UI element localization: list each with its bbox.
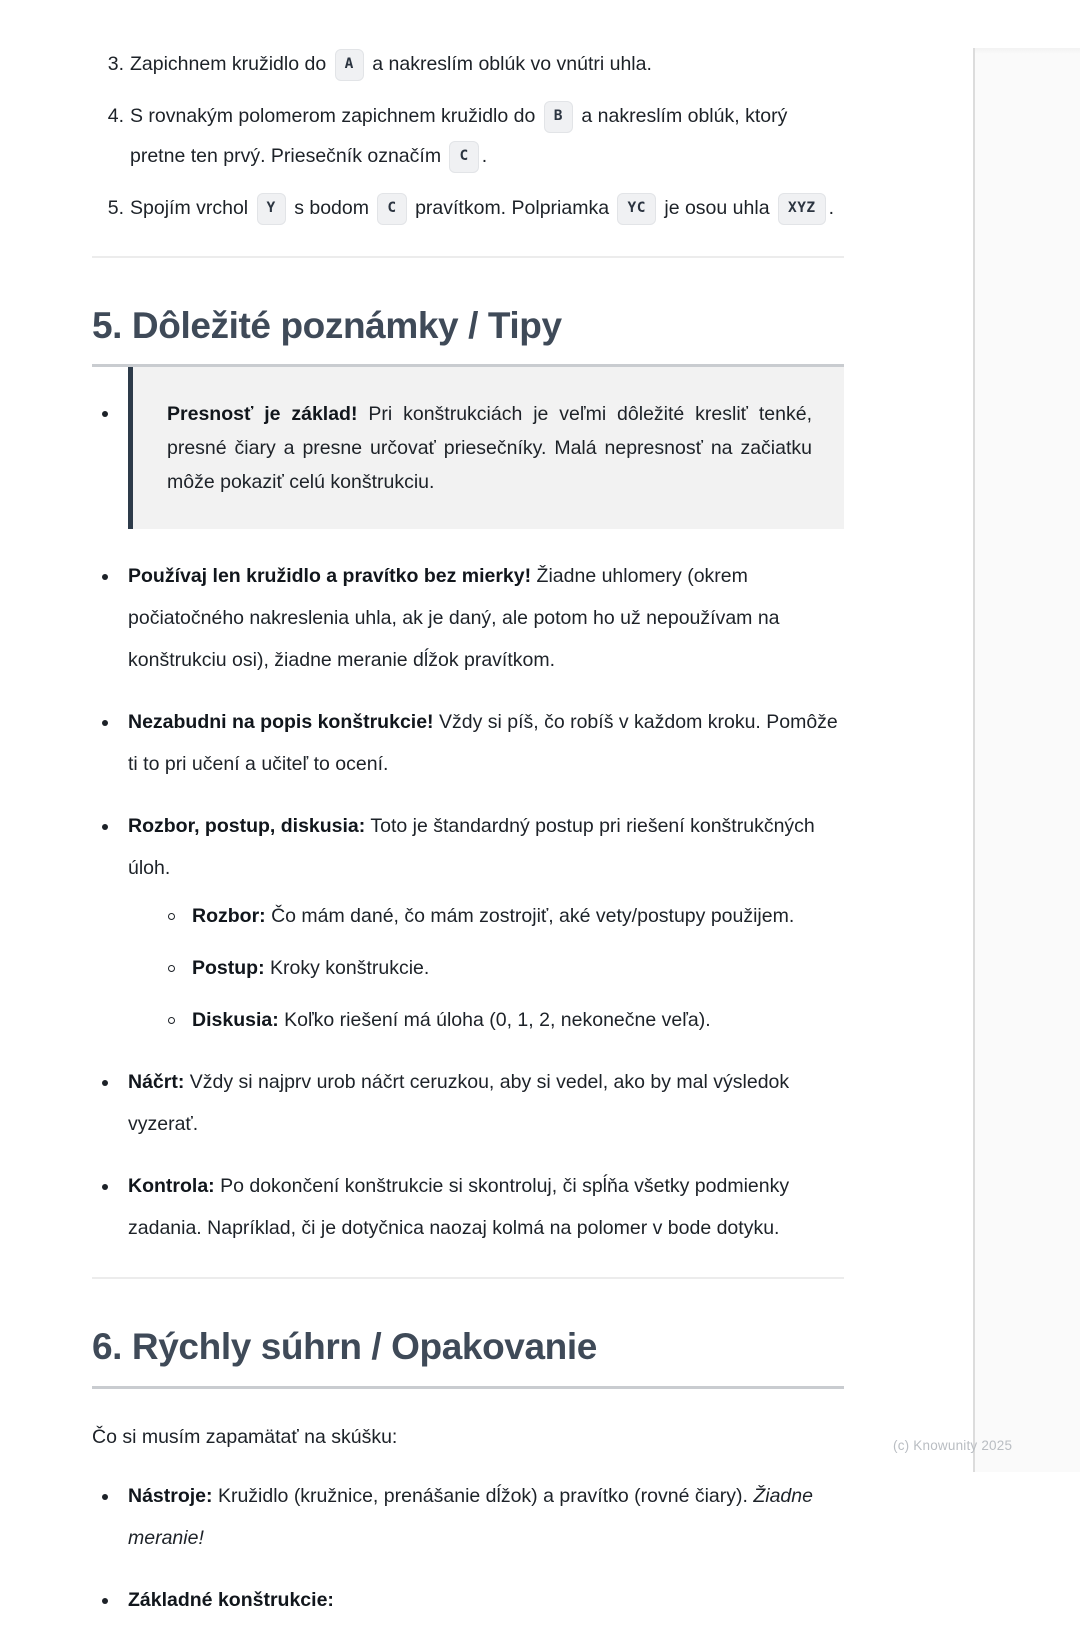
list-item-text: Vždy si najprv urob náčrt ceruzkou, aby si vedel, ako by mal výsledok vyzerať. — [128, 1071, 790, 1136]
step-text: s bodom — [288, 197, 375, 219]
construction-step — [107, 96, 844, 176]
list-item-text: Vždy si píš, čo robíš v každom kroku. Pomôže ti to pri učení a učiteľ to ocení. — [128, 711, 838, 776]
bullet-dot-icon — [102, 720, 108, 726]
list-item-label: Rozbor, postup, diskusia: — [128, 815, 366, 838]
sub-item-text: Koľko riešení má úloha (0, 1, 2, nekonečne veľa). — [278, 1009, 711, 1032]
tip-list-item — [92, 1061, 844, 1145]
bullet-ring-icon — [168, 965, 175, 972]
sub-item-label: Postup: — [192, 957, 265, 980]
tips-list — [92, 367, 844, 1249]
section-6-heading-rule — [92, 1386, 844, 1389]
tip-list-item — [92, 805, 844, 1041]
section-divider-2 — [92, 1277, 844, 1279]
list-item-emphasis: Žiadne meranie! — [128, 1484, 813, 1549]
tip-sub-list — [128, 895, 844, 1041]
sub-item-text: Kroky konštrukcie. — [264, 957, 430, 980]
bullet-dot-icon — [102, 824, 108, 830]
tip-sub-list-item — [160, 947, 844, 989]
list-item-label: Používaj len kružidlo a pravítko bez mierky! — [128, 565, 532, 588]
list-item-label: Nezabudni na popis konštrukcie! — [128, 711, 434, 734]
inline-code-chip: XYZ — [778, 193, 826, 225]
step-number: 5. — [107, 197, 124, 219]
construction-step — [107, 188, 844, 228]
inline-code-chip: C — [449, 141, 478, 173]
sub-item-label: Rozbor: — [192, 905, 266, 928]
inline-code-chip: Y — [257, 193, 286, 225]
tip-list-item — [92, 1165, 844, 1249]
section-5-heading: 5. Dôležité poznámky / Tipy — [92, 305, 562, 346]
bullet-dot-icon — [102, 411, 108, 417]
summary-list-item — [92, 1475, 844, 1559]
list-item-label: Náčrt: — [128, 1071, 185, 1094]
list-item-text: Toto je štandardný postup pri riešení konštrukčných úloh. — [128, 815, 815, 880]
inline-code-chip: C — [377, 193, 406, 225]
step-number: 4. — [107, 105, 124, 127]
bullet-dot-icon — [102, 574, 108, 580]
bullet-dot-icon — [102, 1494, 108, 1500]
bullet-ring-icon — [168, 1017, 175, 1024]
list-item-text: Žiadne uhlomery (okrem počiatočného nakreslenia uhla, ak je daný, ale potom ho už nepoužívam na konštrukciu osi), žiadne meranie dĺžok pravítkom. — [128, 565, 780, 672]
step-text: a nakreslím oblúk vo vnútri uhla. — [366, 53, 652, 75]
step-text: S rovnakým polomerom zapichnem kružidlo do — [130, 105, 541, 127]
right-side-panel[interactable] — [973, 48, 1080, 1472]
step-text: pravítkom. Polpriamka — [409, 197, 615, 219]
tip-sub-list-item — [160, 895, 844, 937]
sub-item-label: Diskusia: — [192, 1009, 279, 1032]
section-divider — [92, 256, 844, 258]
section-6-heading: 6. Rýchly súhrn / Opakovanie — [92, 1326, 597, 1368]
bullet-ring-icon — [168, 913, 175, 920]
tip-list-item — [92, 701, 844, 785]
sub-item-text: Čo mám dané, čo mám zostrojiť, aké vety/postupy použijem. — [265, 905, 795, 928]
callout-text: Pri konštrukciách je veľmi dôležité kresliť tenké, presné čiary a presne určovať priesečníky. Malá nepresnosť na začiatku môže pokaziť celú konštrukciu. — [167, 403, 813, 494]
list-item-label: Kontrola: — [128, 1175, 215, 1198]
tip-list-item — [92, 555, 844, 681]
bullet-dot-icon — [102, 1080, 108, 1086]
section-6-lead: Čo si musím zapamätať na skúšku: — [92, 1425, 398, 1448]
inline-code-chip: YC — [617, 193, 655, 225]
construction-step — [107, 44, 844, 84]
list-item-label: Základné konštrukcie: — [128, 1588, 334, 1611]
important-note-callout — [128, 367, 844, 529]
list-item-label: Nástroje: — [128, 1484, 213, 1507]
panel-top-sheen — [975, 48, 1080, 54]
step-text: . — [481, 145, 488, 167]
callout-list-item — [92, 367, 844, 529]
list-item-text: Kružidlo (kružnice, prenášanie dĺžok) a pravítko (rovné čiary). — [212, 1484, 754, 1507]
inline-code-chip: B — [544, 101, 573, 133]
step-text: je osou uhla — [658, 197, 775, 219]
watermark: (c) Knowunity 2025 — [893, 1438, 1013, 1453]
step-text: Spojím vrchol — [130, 197, 254, 219]
callout-label: Presnosť je základ! — [167, 403, 358, 426]
summary-list — [92, 1475, 844, 1621]
summary-list-item — [92, 1579, 844, 1621]
construction-steps-list — [92, 44, 844, 228]
list-item-text: Po dokončení konštrukcie si skontroluj, či spĺňa všetky podmienky zadania. Napríklad, či je dotyčnica naozaj kolmá na polomer v bode dotyku. — [128, 1175, 790, 1240]
step-text: . — [828, 197, 835, 219]
step-text: Zapichnem kružidlo do — [130, 53, 332, 75]
step-text: a nakreslím oblúk, ktorý pretne ten prvý. Priesečník označím — [130, 105, 788, 167]
tip-sub-list-item — [160, 999, 844, 1041]
inline-code-chip: A — [335, 49, 364, 81]
bullet-dot-icon — [102, 1184, 108, 1190]
bullet-dot-icon — [102, 1598, 108, 1604]
step-number: 3. — [107, 53, 124, 75]
